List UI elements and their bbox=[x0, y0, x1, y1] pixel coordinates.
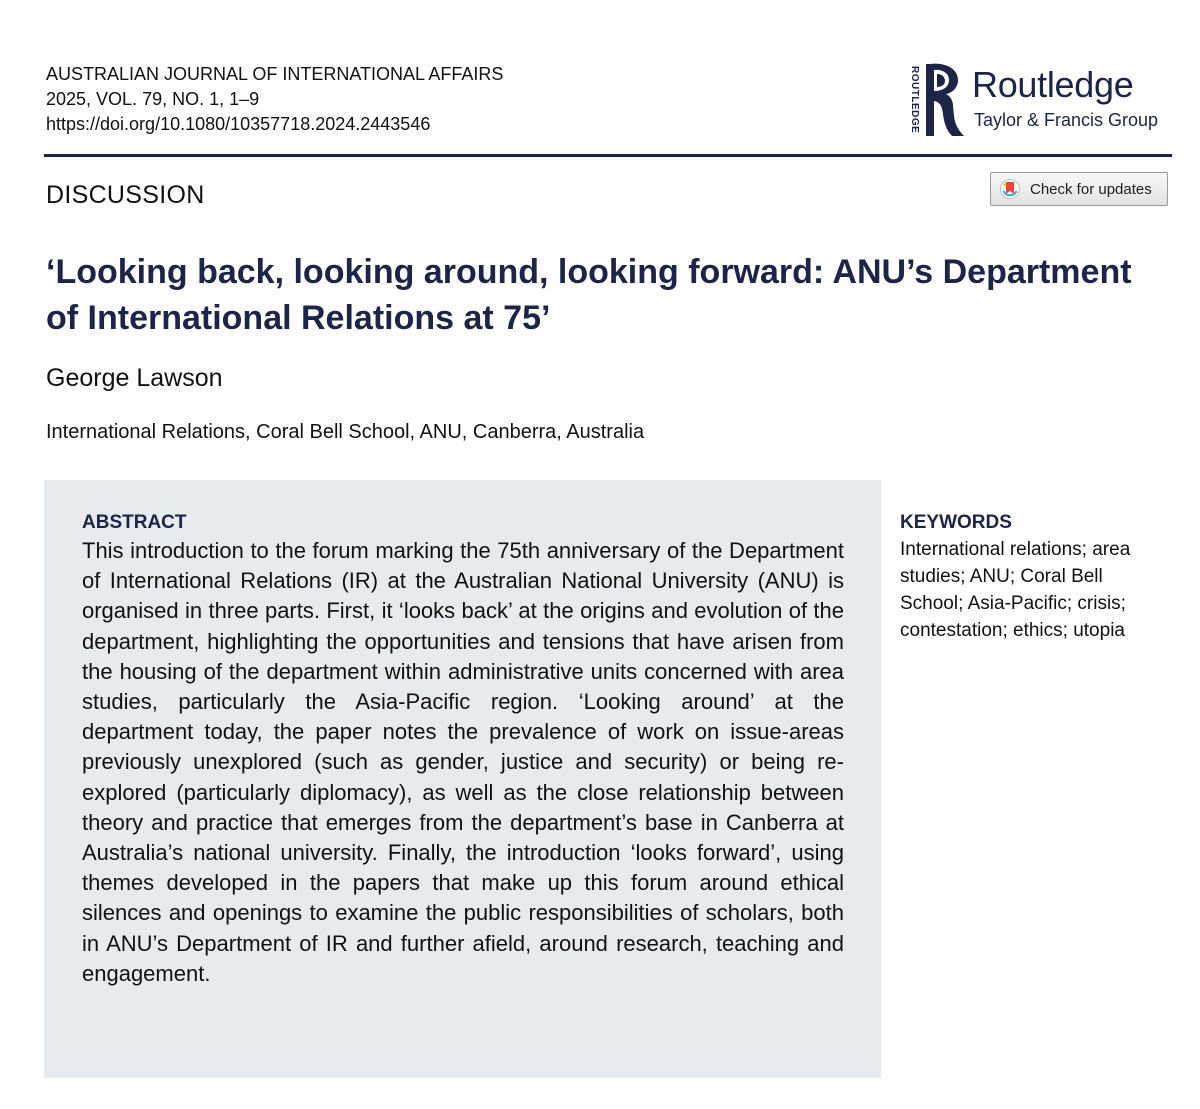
check-for-updates-button[interactable] bbox=[990, 172, 1168, 206]
keywords-heading: KEYWORDS bbox=[900, 512, 1012, 533]
publisher-group: Taylor & Francis Group bbox=[974, 110, 1159, 130]
author-name[interactable]: George Lawson bbox=[46, 364, 223, 392]
publisher-side-text: ROUTLEDGE bbox=[909, 66, 920, 134]
abstract-heading: ABSTRACT bbox=[82, 512, 187, 533]
crossmark-icon bbox=[1000, 179, 1020, 199]
article-title: ‘Looking back, looking around, looking forward: ANU’s Department of International Relations at 75’ bbox=[46, 253, 1132, 337]
author-affiliation: International Relations, Coral Bell School, ANU, Canberra, Australia bbox=[46, 421, 645, 443]
routledge-head-icon bbox=[924, 60, 968, 140]
header-divider bbox=[44, 154, 1172, 157]
journal-name: AUSTRALIAN JOURNAL OF INTERNATIONAL AFFAIRS bbox=[46, 64, 504, 84]
abstract-body: This introduction to the forum marking the 75th anniversary of the Department of International Relations (IR) at the Australian National University (ANU) is organised in three parts. First, it ‘looks back’ at the origins and evolution of the department, highlighting the opportunities and tensions that have arisen from the housing of the department within administrative units concerned with area studies, particularly the Asia-Pacific region. ‘Looking around’ at the department today, the paper notes the prevalence of work on issue-areas previously unexplored (such as gender, justice and security) or being re-explored (particularly diplomacy), as well as the close relationship between theory and practice that emerges from the department’s base in Canberra at Australia’s national university. Finally, the introduction ‘looks forward’, using themes developed in the papers that make up this forum around ethical silences and openings to examine the public responsibilities of scholars, both in ANU’s Department of IR and further afield, around research, teaching and engagement. bbox=[82, 538, 844, 986]
article-type: DISCUSSION bbox=[46, 181, 205, 209]
journal-meta bbox=[46, 62, 503, 137]
publisher-name: Routledge bbox=[972, 64, 1134, 105]
publisher-logo[interactable] bbox=[906, 58, 1176, 140]
journal-doi[interactable]: https://doi.org/10.1080/10357718.2024.2443546 bbox=[46, 114, 431, 134]
journal-volume: 2025, VOL. 79, NO. 1, 1–9 bbox=[46, 89, 260, 109]
keywords-list: International relations; area studies; ANU; Coral Bell School; Asia-Pacific; crisis; contestation; ethics; utopia bbox=[900, 539, 1131, 641]
check-for-updates-label: Check for updates bbox=[1030, 180, 1152, 198]
